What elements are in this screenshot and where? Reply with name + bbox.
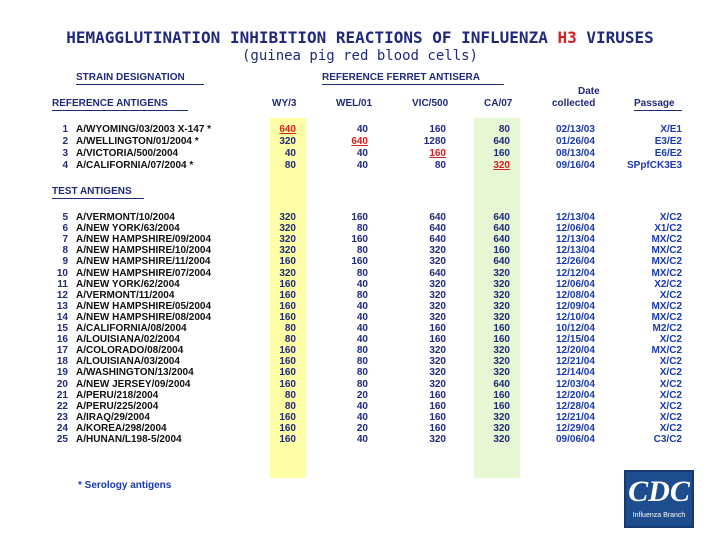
ca07-cell: 160	[493, 400, 510, 412]
strain-header-rule	[76, 84, 204, 85]
wy3-cell: 160	[279, 378, 296, 390]
strain-cell: A/NEW HAMPSHIRE/09/2004	[76, 234, 212, 246]
strain-cell: A/HUNAN/L198-5/2004	[76, 434, 182, 445]
ca07-cell: 320	[493, 311, 510, 323]
wel01-cell: 80	[356, 267, 368, 279]
vic500-cell: 320	[429, 300, 446, 312]
row-number: 22	[56, 400, 68, 412]
wel01-cell: 40	[356, 300, 368, 312]
date-cell: 12/09/04	[556, 300, 595, 312]
ca07-cell: 640	[493, 136, 510, 147]
vic500-cell: 1280	[423, 136, 446, 147]
wel01-cell: 40	[356, 434, 368, 445]
strain-cell: A/WELLINGTON/01/2004 *	[76, 136, 199, 147]
row-number: 11	[57, 278, 68, 290]
wel01-cell: 80	[356, 245, 368, 257]
wy3-cell: 160	[279, 411, 296, 423]
ca07-cell: 320	[493, 422, 510, 434]
vic500-cell: 320	[429, 434, 446, 445]
date-cell: 12/08/04	[556, 289, 595, 301]
date-cell: 09/16/04	[556, 160, 595, 171]
ca07-cell: 320	[493, 289, 510, 301]
date-cell: 12/13/04	[556, 234, 595, 246]
passage-cell: M2/C2	[652, 323, 682, 334]
wel01-cell: 80	[356, 378, 368, 390]
ca07-cell: 320	[493, 411, 510, 423]
wy3-cell: 80	[284, 389, 296, 401]
wel01-cell: 640	[351, 136, 368, 147]
wel01-cell: 20	[356, 422, 368, 434]
date-cell: 10/12/04	[556, 323, 595, 334]
wy3-cell: 80	[284, 400, 296, 412]
ca07-cell: 160	[493, 334, 510, 346]
vic500-cell: 160	[429, 422, 446, 434]
vic500-cell: 160	[429, 411, 446, 423]
passage-cell: MX/C2	[651, 345, 682, 357]
wy3-cell: 80	[284, 160, 296, 171]
ca07-cell: 320	[493, 300, 510, 312]
ca07-cell: 320	[493, 345, 510, 357]
wy3-cell: 40	[284, 148, 296, 159]
strain-cell: A/NEW YORK/63/2004	[76, 223, 180, 235]
ca07-cell: 320	[493, 367, 510, 379]
ca07-cell: 320	[493, 356, 510, 368]
page-title: HEMAGGLUTINATION INHIBITION REACTIONS OF INFLUENZA H3 VIRUSES	[66, 28, 654, 47]
passage-cell: X/C2	[659, 334, 682, 346]
page-subtitle: (guinea pig red blood cells)	[241, 48, 478, 64]
vic500-cell: 320	[429, 311, 446, 323]
reference-ferret-antisera-header: REFERENCE FERRET ANTISERA	[322, 72, 480, 83]
wel01-cell: 80	[356, 289, 368, 301]
wel01-cell: 160	[351, 212, 368, 223]
date-cell: 01/26/04	[556, 136, 595, 147]
wy3-cell: 160	[279, 289, 296, 301]
wy3-cell: 320	[279, 234, 296, 246]
passage-cell: MX/C2	[651, 234, 682, 246]
passage-cell: X2/C2	[654, 278, 682, 290]
wel01-cell: 160	[351, 256, 368, 268]
row-number: 4	[62, 160, 68, 171]
row-number: 24	[56, 422, 68, 434]
wel01-cell: 80	[356, 223, 368, 235]
passage-cell: SPpfCK3E3	[626, 160, 682, 171]
row-number: 2	[62, 136, 68, 147]
vic500-cell: 320	[429, 256, 446, 268]
ca07-cell: 160	[493, 389, 510, 401]
strain-cell: A/VICTORIA/500/2004	[76, 148, 179, 159]
wy3-cell: 320	[279, 136, 296, 147]
wel01-cell: 40	[356, 334, 368, 346]
reference-antigens-rule	[52, 110, 188, 111]
strain-cell: A/COLORADO/08/2004	[76, 345, 184, 357]
wel01-cell: 80	[356, 367, 368, 379]
strain-cell: A/NEW HAMPSHIRE/10/2004	[76, 245, 212, 257]
strain-cell: A/CALIFORNIA/07/2004 *	[76, 160, 194, 171]
vic500-cell: 80	[434, 160, 446, 171]
wel01-cell: 40	[356, 323, 368, 334]
date-cell: 12/06/04	[556, 223, 595, 235]
date-cell: 12/28/04	[556, 400, 595, 412]
wel01-cell: 40	[356, 400, 368, 412]
vic500-cell: 320	[429, 289, 446, 301]
date-cell: 12/21/04	[556, 411, 595, 423]
wel01-cell: 40	[356, 148, 368, 159]
wel01-cell: 40	[356, 311, 368, 323]
wel01-cell: 80	[356, 356, 368, 368]
passage-cell: X/C2	[659, 356, 682, 368]
ferret-header-rule	[322, 84, 504, 85]
row-number: 21	[56, 389, 68, 401]
wy3-cell: 320	[279, 245, 296, 257]
passage-cell: MX/C2	[651, 267, 682, 279]
wy3-cell: 160	[279, 367, 296, 379]
strain-cell: A/WYOMING/03/2003 X-147 *	[76, 124, 212, 135]
row-number: 7	[62, 234, 68, 246]
row-number: 8	[62, 245, 68, 257]
passage-cell: X/C2	[659, 378, 682, 390]
vic500-cell: 640	[429, 234, 446, 246]
ca07-cell: 320	[493, 434, 510, 445]
serology-footnote: * Serology antigens	[78, 480, 172, 491]
strain-cell: A/KOREA/298/2004	[76, 422, 167, 434]
strain-cell: A/VERMONT/10/2004	[76, 212, 175, 223]
passage-cell: X/C2	[659, 212, 682, 223]
row-number: 23	[56, 411, 68, 423]
vic500-header: VIC/500	[412, 98, 449, 109]
wy3-cell: 160	[279, 311, 296, 323]
wy3-cell: 160	[279, 256, 296, 268]
test-antigens-header: TEST ANTIGENS	[52, 186, 132, 197]
passage-cell: MX/C2	[651, 256, 682, 268]
passage-cell: X/E1	[660, 124, 682, 135]
ca07-cell: 640	[493, 234, 510, 246]
row-number: 1	[62, 124, 68, 135]
date-cell: 12/26/04	[556, 256, 595, 268]
wy3-cell: 320	[279, 223, 296, 235]
row-number: 16	[56, 334, 68, 346]
wy3-cell: 320	[279, 212, 296, 223]
passage-header-rule	[634, 110, 682, 111]
row-number: 14	[56, 311, 68, 323]
date-cell: 12/20/04	[556, 389, 595, 401]
vic500-cell: 160	[429, 400, 446, 412]
wel01-cell: 40	[356, 160, 368, 171]
vic500-cell: 320	[429, 245, 446, 257]
row-number: 25	[56, 434, 68, 445]
ca07-cell: 640	[493, 378, 510, 390]
passage-cell: MX/C2	[651, 300, 682, 312]
vic500-cell: 320	[429, 378, 446, 390]
wy3-cell: 160	[279, 422, 296, 434]
passage-cell: X/C2	[659, 289, 682, 301]
row-number: 15	[56, 323, 68, 334]
row-number: 6	[62, 223, 68, 235]
wy3-cell: 80	[284, 334, 296, 346]
wy3-header: WY/3	[272, 98, 297, 109]
row-number: 18	[56, 356, 68, 368]
passage-cell: X/C2	[659, 411, 682, 423]
wy3-cell: 640	[279, 124, 296, 135]
vic500-cell: 160	[429, 323, 446, 334]
wel01-cell: 80	[356, 345, 368, 357]
passage-cell: MX/C2	[651, 311, 682, 323]
passage-cell: E3/E2	[654, 136, 682, 147]
strain-cell: A/VERMONT/11/2004	[76, 289, 175, 301]
collected-header: collected	[552, 98, 596, 109]
date-cell: 12/21/04	[556, 356, 595, 368]
ca07-cell: 640	[493, 212, 510, 223]
date-cell: 12/15/04	[556, 334, 595, 346]
passage-cell: X/C2	[659, 400, 682, 412]
vic500-cell: 320	[429, 345, 446, 357]
wy3-cell: 160	[279, 356, 296, 368]
vic500-cell: 160	[429, 334, 446, 346]
date-cell: 12/20/04	[556, 345, 595, 357]
strain-cell: A/NEW HAMPSHIRE/11/2004	[76, 256, 211, 268]
wel01-cell: 160	[351, 234, 368, 246]
date-cell: 08/13/04	[556, 148, 595, 159]
row-number: 20	[56, 378, 68, 390]
ca07-cell: 160	[493, 323, 510, 334]
row-number: 10	[56, 267, 68, 279]
row-number: 13	[56, 300, 68, 312]
vic500-cell: 320	[429, 278, 446, 290]
ca07-cell: 80	[498, 124, 510, 135]
wy3-cell: 160	[279, 345, 296, 357]
ca07-cell: 320	[493, 160, 510, 171]
strain-cell: A/CALIFORNIA/08/2004	[76, 323, 187, 334]
strain-cell: A/NEW HAMPSHIRE/08/2004	[76, 311, 212, 323]
strain-cell: A/WASHINGTON/13/2004	[76, 367, 194, 379]
vic500-cell: 640	[429, 212, 446, 223]
strain-cell: A/PERU/218/2004	[76, 389, 159, 401]
date-cell: 12/03/04	[556, 378, 595, 390]
wel01-header: WEL/01	[336, 98, 373, 109]
passage-cell: MX/C2	[651, 245, 682, 257]
wel01-cell: 40	[356, 278, 368, 290]
strain-cell: A/NEW JERSEY/09/2004	[76, 378, 191, 390]
ca07-cell: 640	[493, 223, 510, 235]
strain-cell: A/LOUISIANA/02/2004	[76, 334, 180, 346]
ca07-header: CA/07	[484, 98, 513, 109]
strain-cell: A/IRAQ/29/2004	[76, 411, 150, 423]
ca07-cell: 160	[493, 245, 510, 257]
cdc-logo: CDC Influenza Branch	[624, 470, 694, 528]
strain-cell: A/NEW HAMPSHIRE/07/2004	[76, 267, 212, 279]
passage-cell: X/C2	[659, 367, 682, 379]
date-cell: 12/13/04	[556, 212, 595, 223]
vic500-cell: 640	[429, 223, 446, 235]
date-cell: 12/12/04	[556, 267, 595, 279]
wel01-cell: 20	[356, 389, 368, 401]
date-cell: 02/13/03	[556, 124, 595, 135]
reference-antigens-header: REFERENCE ANTIGENS	[52, 98, 168, 109]
ca07-cell: 640	[493, 256, 510, 268]
wy3-cell: 160	[279, 278, 296, 290]
passage-cell: C3/C2	[653, 434, 682, 445]
row-number: 5	[62, 212, 68, 223]
strain-cell: A/NEW HAMPSHIRE/05/2004	[76, 300, 212, 312]
date-cell: 12/14/04	[556, 367, 595, 379]
row-number: 17	[56, 345, 68, 357]
row-number: 19	[56, 367, 68, 379]
strain-designation-header: STRAIN DESIGNATION	[76, 72, 185, 83]
vic500-cell: 160	[429, 124, 446, 135]
wy3-cell: 160	[279, 434, 296, 445]
passage-header: Passage	[634, 98, 675, 109]
vic500-cell: 640	[429, 267, 446, 279]
date-header: Date	[578, 86, 600, 97]
passage-cell: X1/C2	[654, 223, 682, 235]
date-cell: 12/29/04	[556, 422, 595, 434]
test-antigens-rule	[52, 198, 144, 199]
row-number: 3	[62, 148, 68, 159]
ca07-cell: 320	[493, 278, 510, 290]
strain-cell: A/LOUISIANA/03/2004	[76, 356, 180, 368]
vic500-cell: 320	[429, 367, 446, 379]
strain-cell: A/PERU/225/2004	[76, 400, 159, 412]
vic500-cell: 160	[429, 389, 446, 401]
passage-cell: X/C2	[659, 389, 682, 401]
passage-cell: X/C2	[659, 422, 682, 434]
wel01-cell: 40	[356, 411, 368, 423]
wy3-cell: 160	[279, 300, 296, 312]
date-cell: 12/10/04	[556, 311, 595, 323]
vic500-cell: 320	[429, 356, 446, 368]
date-cell: 12/06/04	[556, 278, 595, 290]
passage-cell: E6/E2	[654, 148, 682, 159]
strain-cell: A/NEW YORK/62/2004	[76, 278, 180, 290]
wy3-cell: 80	[284, 323, 296, 334]
row-number: 9	[62, 256, 68, 268]
ca07-cell: 320	[493, 267, 510, 279]
wy3-cell: 320	[279, 267, 296, 279]
date-cell: 09/06/04	[556, 434, 595, 445]
ca07-cell: 160	[493, 148, 510, 159]
vic500-cell: 160	[429, 148, 446, 159]
wel01-cell: 40	[356, 124, 368, 135]
date-cell: 12/13/04	[556, 245, 595, 257]
row-number: 12	[56, 289, 68, 301]
